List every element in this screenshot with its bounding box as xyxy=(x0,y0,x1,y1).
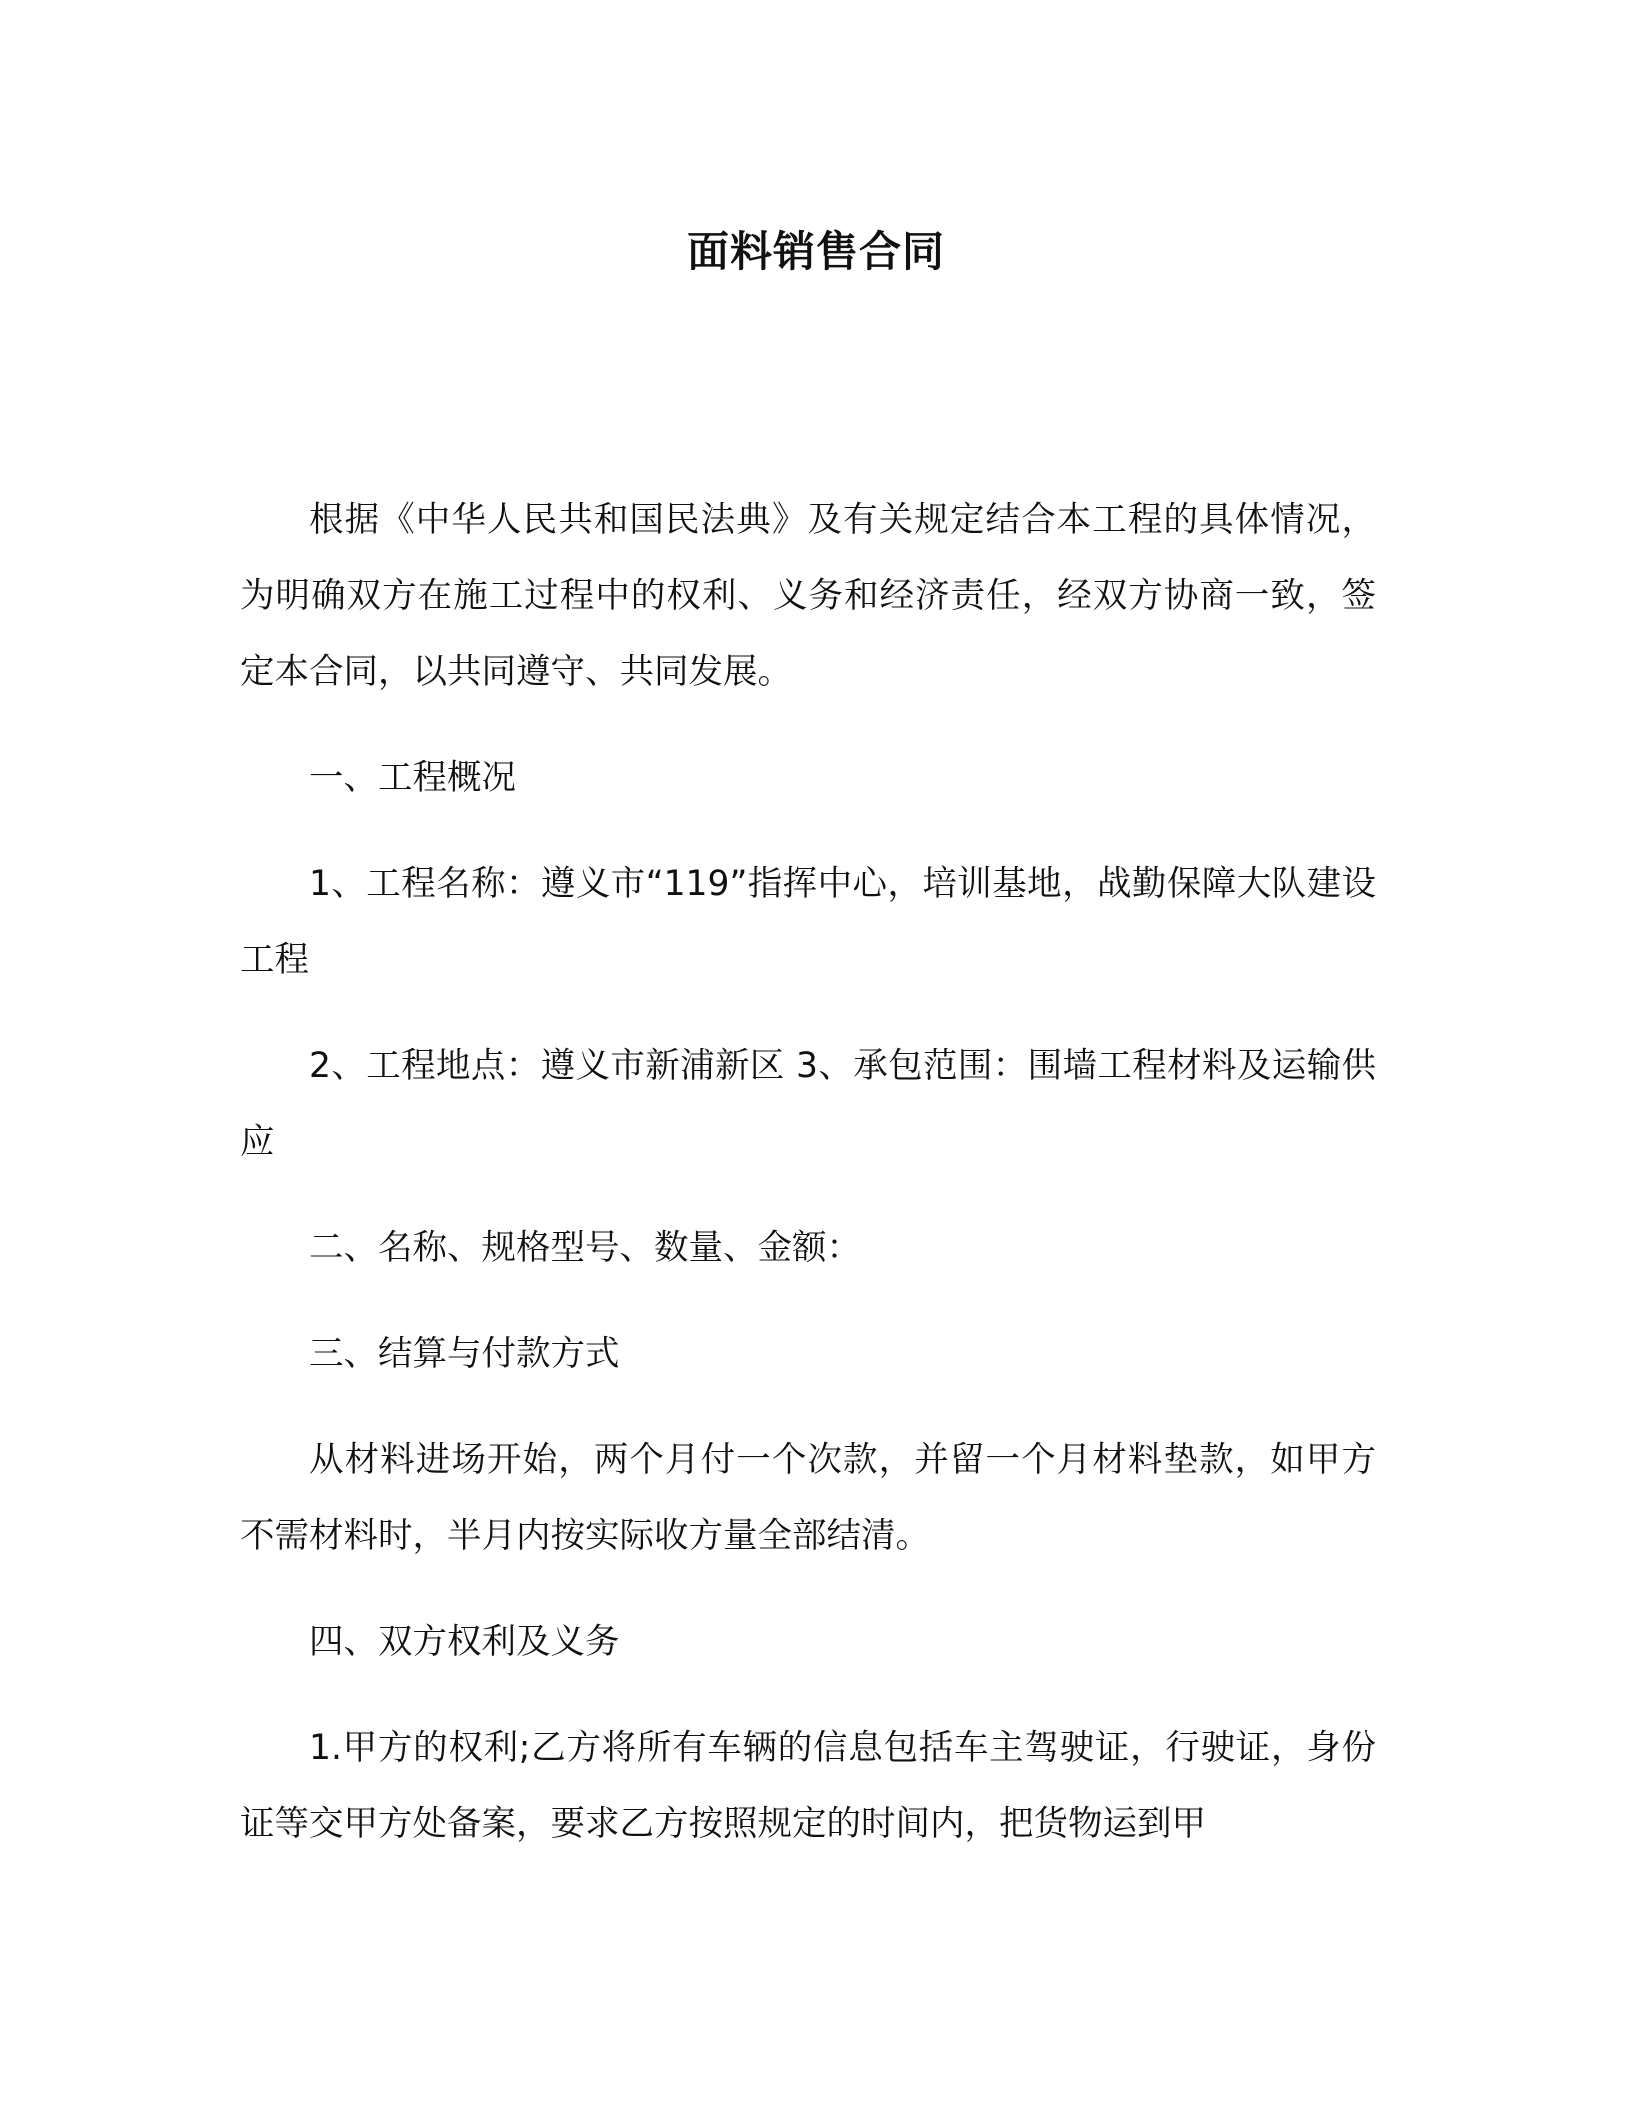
section-heading-project-overview: 一、工程概况 xyxy=(309,758,516,798)
section-heading-rights-obligations: 四、双方权利及义务 xyxy=(309,1622,620,1662)
paragraph-preamble: 根据《中华人民共和国民法典》及有关规定结合本工程的具体情况，为明确双方在施工过程中的权利、义务和经济责任，经双方协商一致，签定本合同，以共同遵守、共同发展。 xyxy=(240,500,1376,692)
document-title: 面料销售合同 xyxy=(686,227,945,276)
paragraph-project-location: 2、工程地点：遵义市新浦新区 3、承包范围：围墙工程材料及运输供应 xyxy=(240,1046,1376,1162)
document-body xyxy=(240,482,1376,1862)
paragraph-party-a-rights: 1.甲方的权利;乙方将所有车辆的信息包括车主驾驶证，行驶证，身份证等交甲方处备案，要求乙方按照规定的时间内，把货物运到甲 xyxy=(240,1728,1376,1844)
section-heading-settlement: 三、结算与付款方式 xyxy=(309,1334,620,1374)
paragraph-payment-terms: 从材料进场开始，两个月付一个次款，并留一个月材料垫款，如甲方不需材料时，半月内按实际收方量全部结清。 xyxy=(240,1440,1376,1556)
paragraph-project-name: 1、工程名称：遵义市“119”指挥中心，培训基地，战勤保障大队建设工程 xyxy=(240,864,1376,980)
section-heading-specifications: 二、名称、规格型号、数量、金额： xyxy=(309,1228,861,1268)
